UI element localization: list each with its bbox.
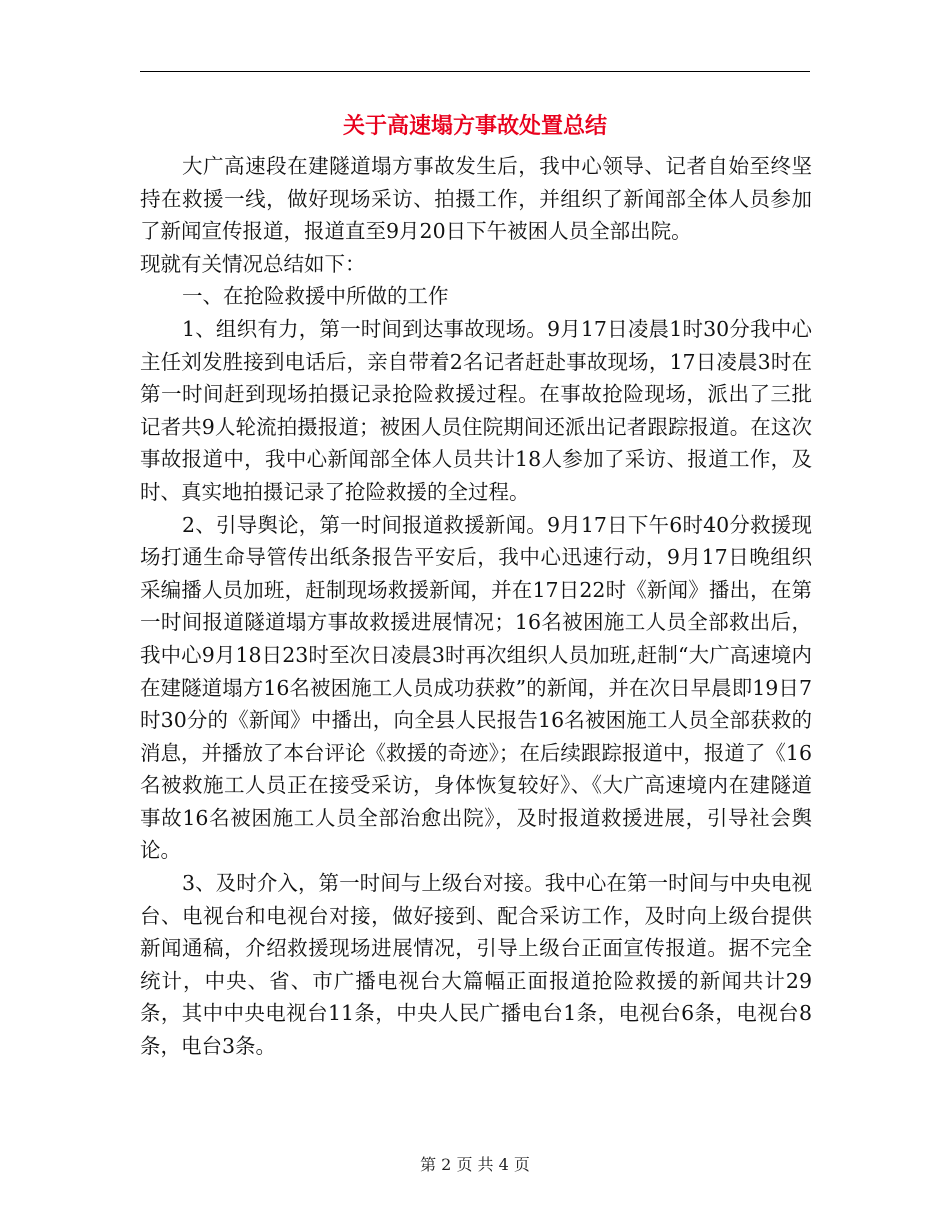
page-number-footer: 第 2 页 共 4 页 [420,1155,530,1174]
document-title: 关于高速塌方事故处置总结 [342,113,607,139]
document-body [140,150,812,1063]
header-rule [140,71,810,72]
item-1-paragraph: 1、组织有力，第一时间到达事故现场。9月17日凌晨1时30分我中心主任刘发胜接到电话后，亲自带着2名记者赶赴事故现场，17日凌晨3时在第一时间赶到现场拍摄记录抢险救援过程。在事故抢险现场，派出了三批记者共9人轮流拍摄报道；被困人员住院期间还派出记者跟踪报道。在这次事故报道中，我中心新闻部全体人员共计18人参加了采访、报道工作，及时、真实地拍摄记录了抢险救援的全过程。 [140,316,812,504]
intro-paragraph: 大广高速段在建隧道塌方事故发生后，我中心领导、记者自始至终坚持在救援一线，做好现场采访、拍摄工作，并组织了新闻部全体人员参加了新闻宣传报道，报道直至9月20日下午被困人员全部出院。 [140,154,812,244]
item-2-paragraph: 2、引导舆论，第一时间报道救援新闻。9月17日下午6时40分救援现场打通生命导管传出纸条报告平安后，我中心迅速行动，9月17日晚组织采编播人员加班，赶制现场救援新闻，并在17日22时《新闻》播出，在第一时间报道隧道塌方事故救援进展情况；16名被困施工人员全部救出后，我中心9月18日23时至次日凌晨3时再次组织人员加班,赶制“大广高速境内在建隧道塌方16名被困施工人员成功获救”的新闻，并在次日早晨即19日7时30分的《新闻》中播出，向全县人民报告16名被困施工人员全部获救的消息，并播放了本台评论《救援的奇迹》；在后续跟踪报道中，报道了《16名被救施工人员正在接受采访，身体恢复较好》、《大广高速境内在建隧道事故16名被困施工人员全部治愈出院》，及时报道救援进展，引导社会舆论。 [140,512,812,863]
section-heading: 一、在抢险救援中所做的工作 [182,284,449,309]
summary-lead-paragraph: 现就有关情况总结如下： [140,251,366,276]
item-3-paragraph: 3、及时介入，第一时间与上级台对接。我中心在第一时间与中央电视台、电视台和电视台对接，做好接到、配合采访工作，及时向上级台提供新闻通稿，介绍救援现场进展情况，引导上级台正面宣传报道。据不完全统计，中央、省、市广播电视台大篇幅正面报道抢险救援的新闻共计29条，其中中央电视台11条，中央人民广播电台1条，电视台6条，电视台8条，电台3条。 [140,871,812,1059]
